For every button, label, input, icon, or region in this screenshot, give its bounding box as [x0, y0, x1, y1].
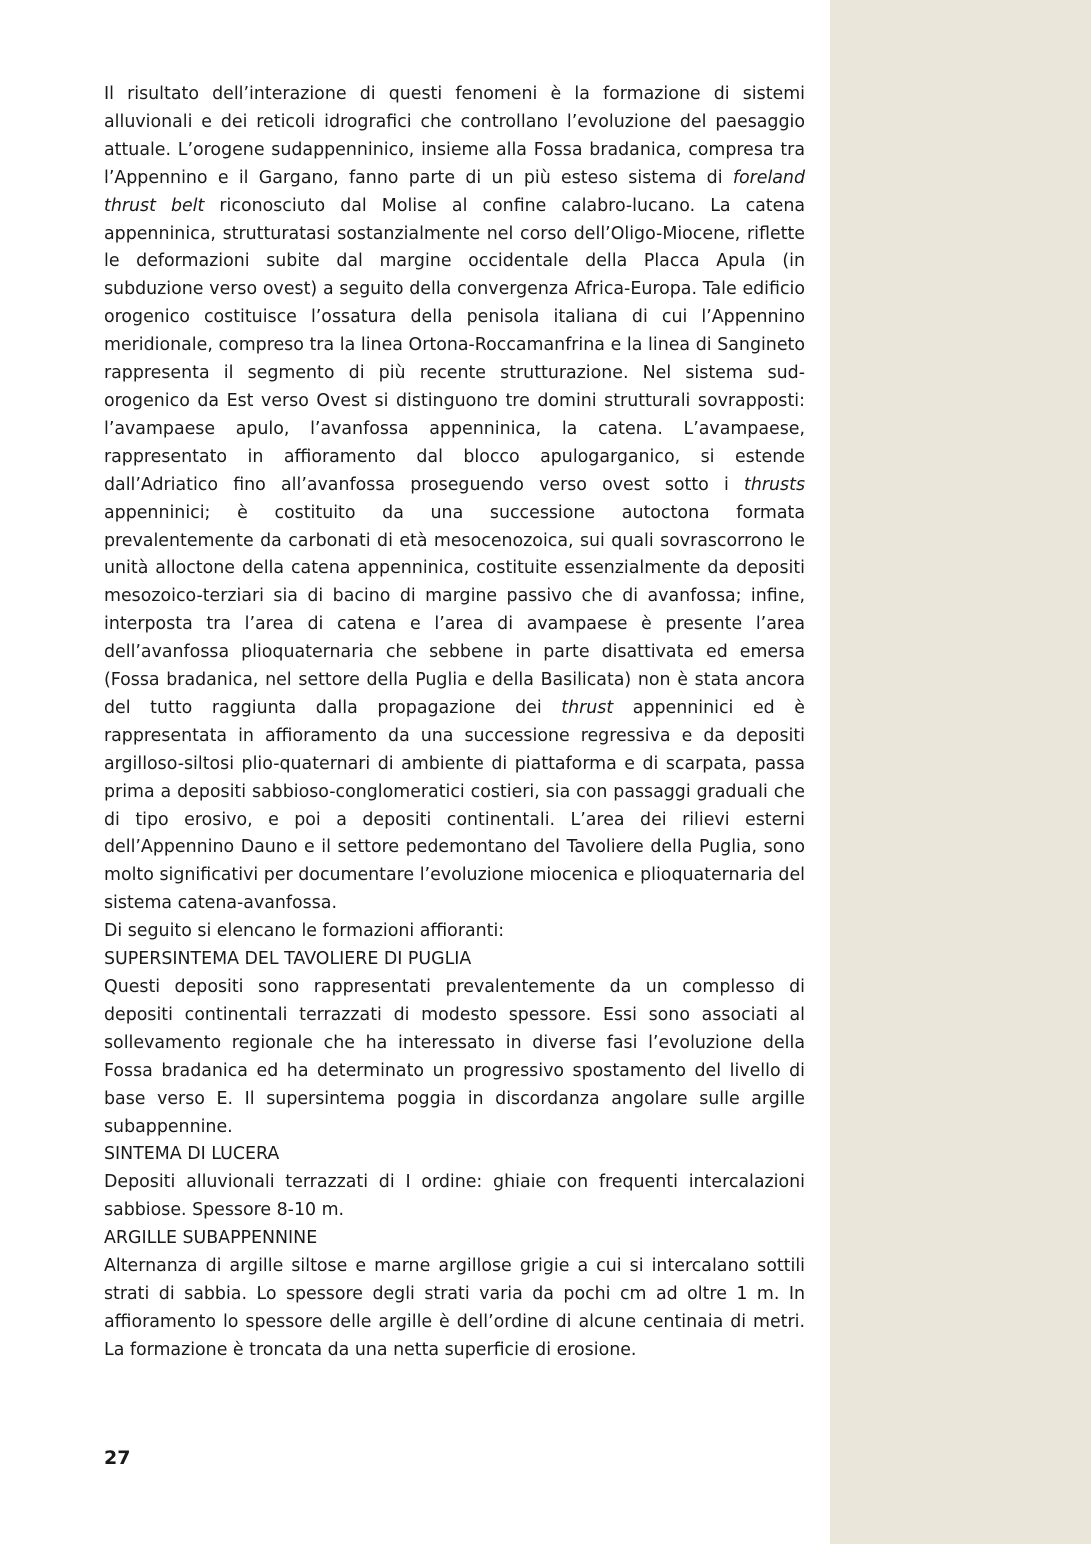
body-paragraph-4: Alternanza di argille siltose e marne argillose grigie a cui si intercalano sottili strati di sabbia. Lo spessore degli strati varia da pochi cm ad oltre 1 m. In affioramento lo spessore delle argille è dell’ordine di alcune centinaia di metri. La formazione è troncata da una netta superficie di erosione.: [104, 1256, 805, 1360]
list-intro: Di seguito si elencano le formazioni affioranti:: [104, 921, 505, 942]
p1-run-3-italic: thrusts: [744, 474, 805, 495]
body-paragraph-2: Questi depositi sono rappresentati prevalentemente da un complesso di depositi continentali terrazzati di modesto spessore. Essi sono associati al sollevamento regionale che ha interessato in diverse fasi l’evoluzione della Fossa bradanica ed ha determinato un progressivo spostamento del livello di base verso E. Il supersintema poggia in discordanza angolare sulle argille subappennine.: [104, 977, 805, 1137]
p1-run-0: Il risultato dell’interazione di questi fenomeni è la formazione di sistemi alluvionali e dei reticoli idrografici che controllano l’evoluzione del paesaggio attuale. L’orogene sudappenninico, insieme alla Fossa bradanica, compresa tra l’Appennino e il Gargano, fanno parte di un più esteso sistema di: [104, 84, 805, 188]
p1-run-1-italic: foreland thrust belt: [104, 167, 805, 216]
p1-run-6: appenninici ed è rappresentata in affioramento da una successione regressiva e da depositi argilloso-siltosi plio-quaternari di ambiente di piattaforma e di scarpata, passa prima a depositi sabbioso-conglomeratici costieri, sia con passaggi graduali che di tipo erosivo, e poi a depositi continentali. L’area dei rilievi esterni dell’Appennino Dauno e il settore pedemontano del Tavoliere della Puglia, sono molto significativi per documentare l’evoluzione miocenica e plioquaternaria del sistema catena-avanfossa.: [104, 697, 806, 914]
p1-run-4: appenninici; è costituito da una successione autoctona formata prevalentemente da carbonati di età mesocenozoica, sui quali sovrascorrono le unità alloctone della catena appenninica, costituite essenzialmente da depositi mesozoico-terziari sia di bacino di margine passivo che di avanfossa; infine, interposta tra l’area di catena e l’area di avampaese è presente l’area dell’avanfossa plioquaternaria che sebbene in parte disattivata ed emersa (Fossa bradanica, nel settore della Puglia e della Basilicata) non è stata ancora del tutto raggiunta dalla propagazione dei: [104, 502, 805, 718]
page-number: 27: [104, 1447, 131, 1469]
text-column: [104, 81, 805, 1365]
p1-run-5-italic: thrust: [561, 697, 614, 718]
section-heading-supersintema: SUPERSINTEMA DEL TAVOLIERE DI PUGLIA: [104, 949, 472, 970]
body-paragraph-3: Depositi alluvionali terrazzati di I ordine: ghiaie con frequenti intercalazioni sabbiose. Spessore 8-10 m.: [104, 1172, 805, 1221]
p1-run-2: riconosciuto dal Molise al confine calabro-lucano. La catena appenninica, strutturatasi sostanzialmente nel corso dell’Oligo-Miocene, riflette le deformazioni subite dal margine occidentale della Placca Apula (in subduzione verso ovest) a seguito della convergenza Africa-Europa. Tale edificio orogenico costituisce l’ossatura della penisola italiana di cui l’Appennino meridionale, compreso tra la linea Ortona-Roccamanfrina e la linea di Sangineto rappresenta il segmento di più recente strutturazione. Nel sistema sud-orogenico da Est verso Ovest si distinguono tre domini strutturali sovrapposti: l’avampaese apulo, l’avanfossa appenninica, la catena. L’avampaese, rappresentato in affioramento dal blocco apulogarganico, si estende dall’Adriatico fino all’avanfossa proseguendo verso ovest sotto i: [104, 195, 806, 495]
section-heading-argille: ARGILLE SUBAPPENNINE: [104, 1228, 318, 1249]
body-paragraph-1: [104, 81, 805, 918]
section-heading-sintema-lucera: SINTEMA DI LUCERA: [104, 1144, 280, 1165]
sidebar-band: [830, 0, 1091, 1544]
